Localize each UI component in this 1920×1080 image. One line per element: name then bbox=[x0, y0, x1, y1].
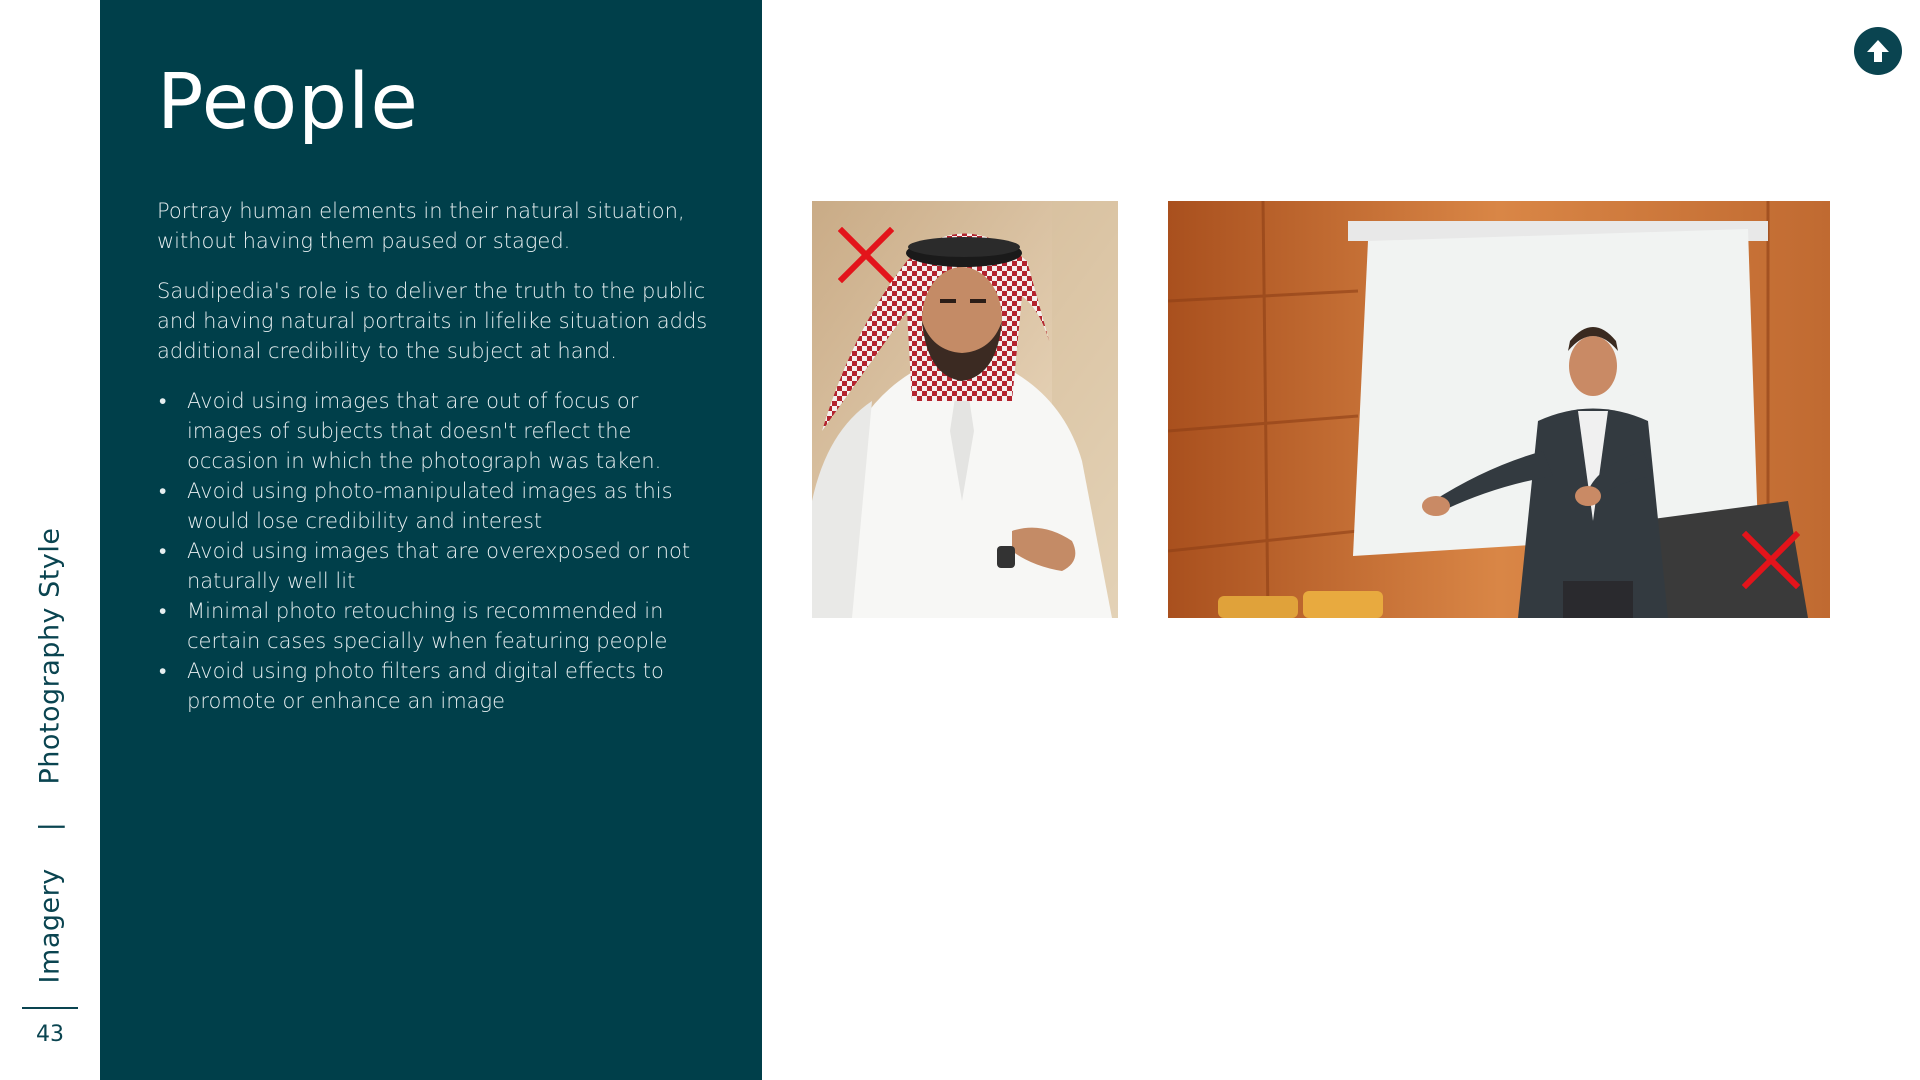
page-title: People bbox=[157, 58, 419, 147]
arrow-up-icon bbox=[1861, 34, 1895, 68]
guideline-item: • Avoid using images that are out of focus or images of subjects that doesn't reflect the occasion in which the photograph was taken. bbox=[157, 386, 712, 476]
page-number: 43 bbox=[36, 1022, 64, 1047]
section-label-text bbox=[35, 527, 66, 983]
body-copy bbox=[157, 196, 712, 716]
section-separator: | bbox=[34, 821, 66, 831]
guideline-item: • Avoid using photo-manipulated images as this would lose credibility and interest bbox=[157, 476, 712, 536]
page-number-divider bbox=[22, 1007, 78, 1009]
guideline-item: • Minimal photo retouching is recommended in certain cases specially when featuring people bbox=[157, 596, 712, 656]
scroll-top-button[interactable] bbox=[1854, 27, 1902, 75]
x-mark-icon bbox=[838, 227, 894, 283]
subsection-name: Photography Style bbox=[34, 527, 66, 784]
guideline-item: • Avoid using images that are overexposed or not naturally well lit bbox=[157, 536, 712, 596]
speaker-example-image bbox=[1168, 201, 1830, 618]
intro-paragraph: Portray human elements in their natural situation, without having them paused or staged. bbox=[157, 199, 685, 253]
guideline-item: • Avoid using photo filters and digital effects to promote or enhance an image bbox=[157, 656, 712, 716]
text-panel bbox=[100, 0, 762, 1080]
side-rail bbox=[0, 0, 100, 1080]
guideline-list bbox=[157, 386, 712, 716]
portrait-example-image bbox=[812, 201, 1118, 618]
section-label-vertical bbox=[30, 527, 70, 983]
x-mark-icon bbox=[1742, 531, 1800, 589]
section-name: Imagery bbox=[34, 867, 66, 983]
role-paragraph: Saudipedia's role is to deliver the truth to the public and having natural portraits in lifelike situation adds additional credibility to the subject at hand. bbox=[157, 279, 708, 363]
